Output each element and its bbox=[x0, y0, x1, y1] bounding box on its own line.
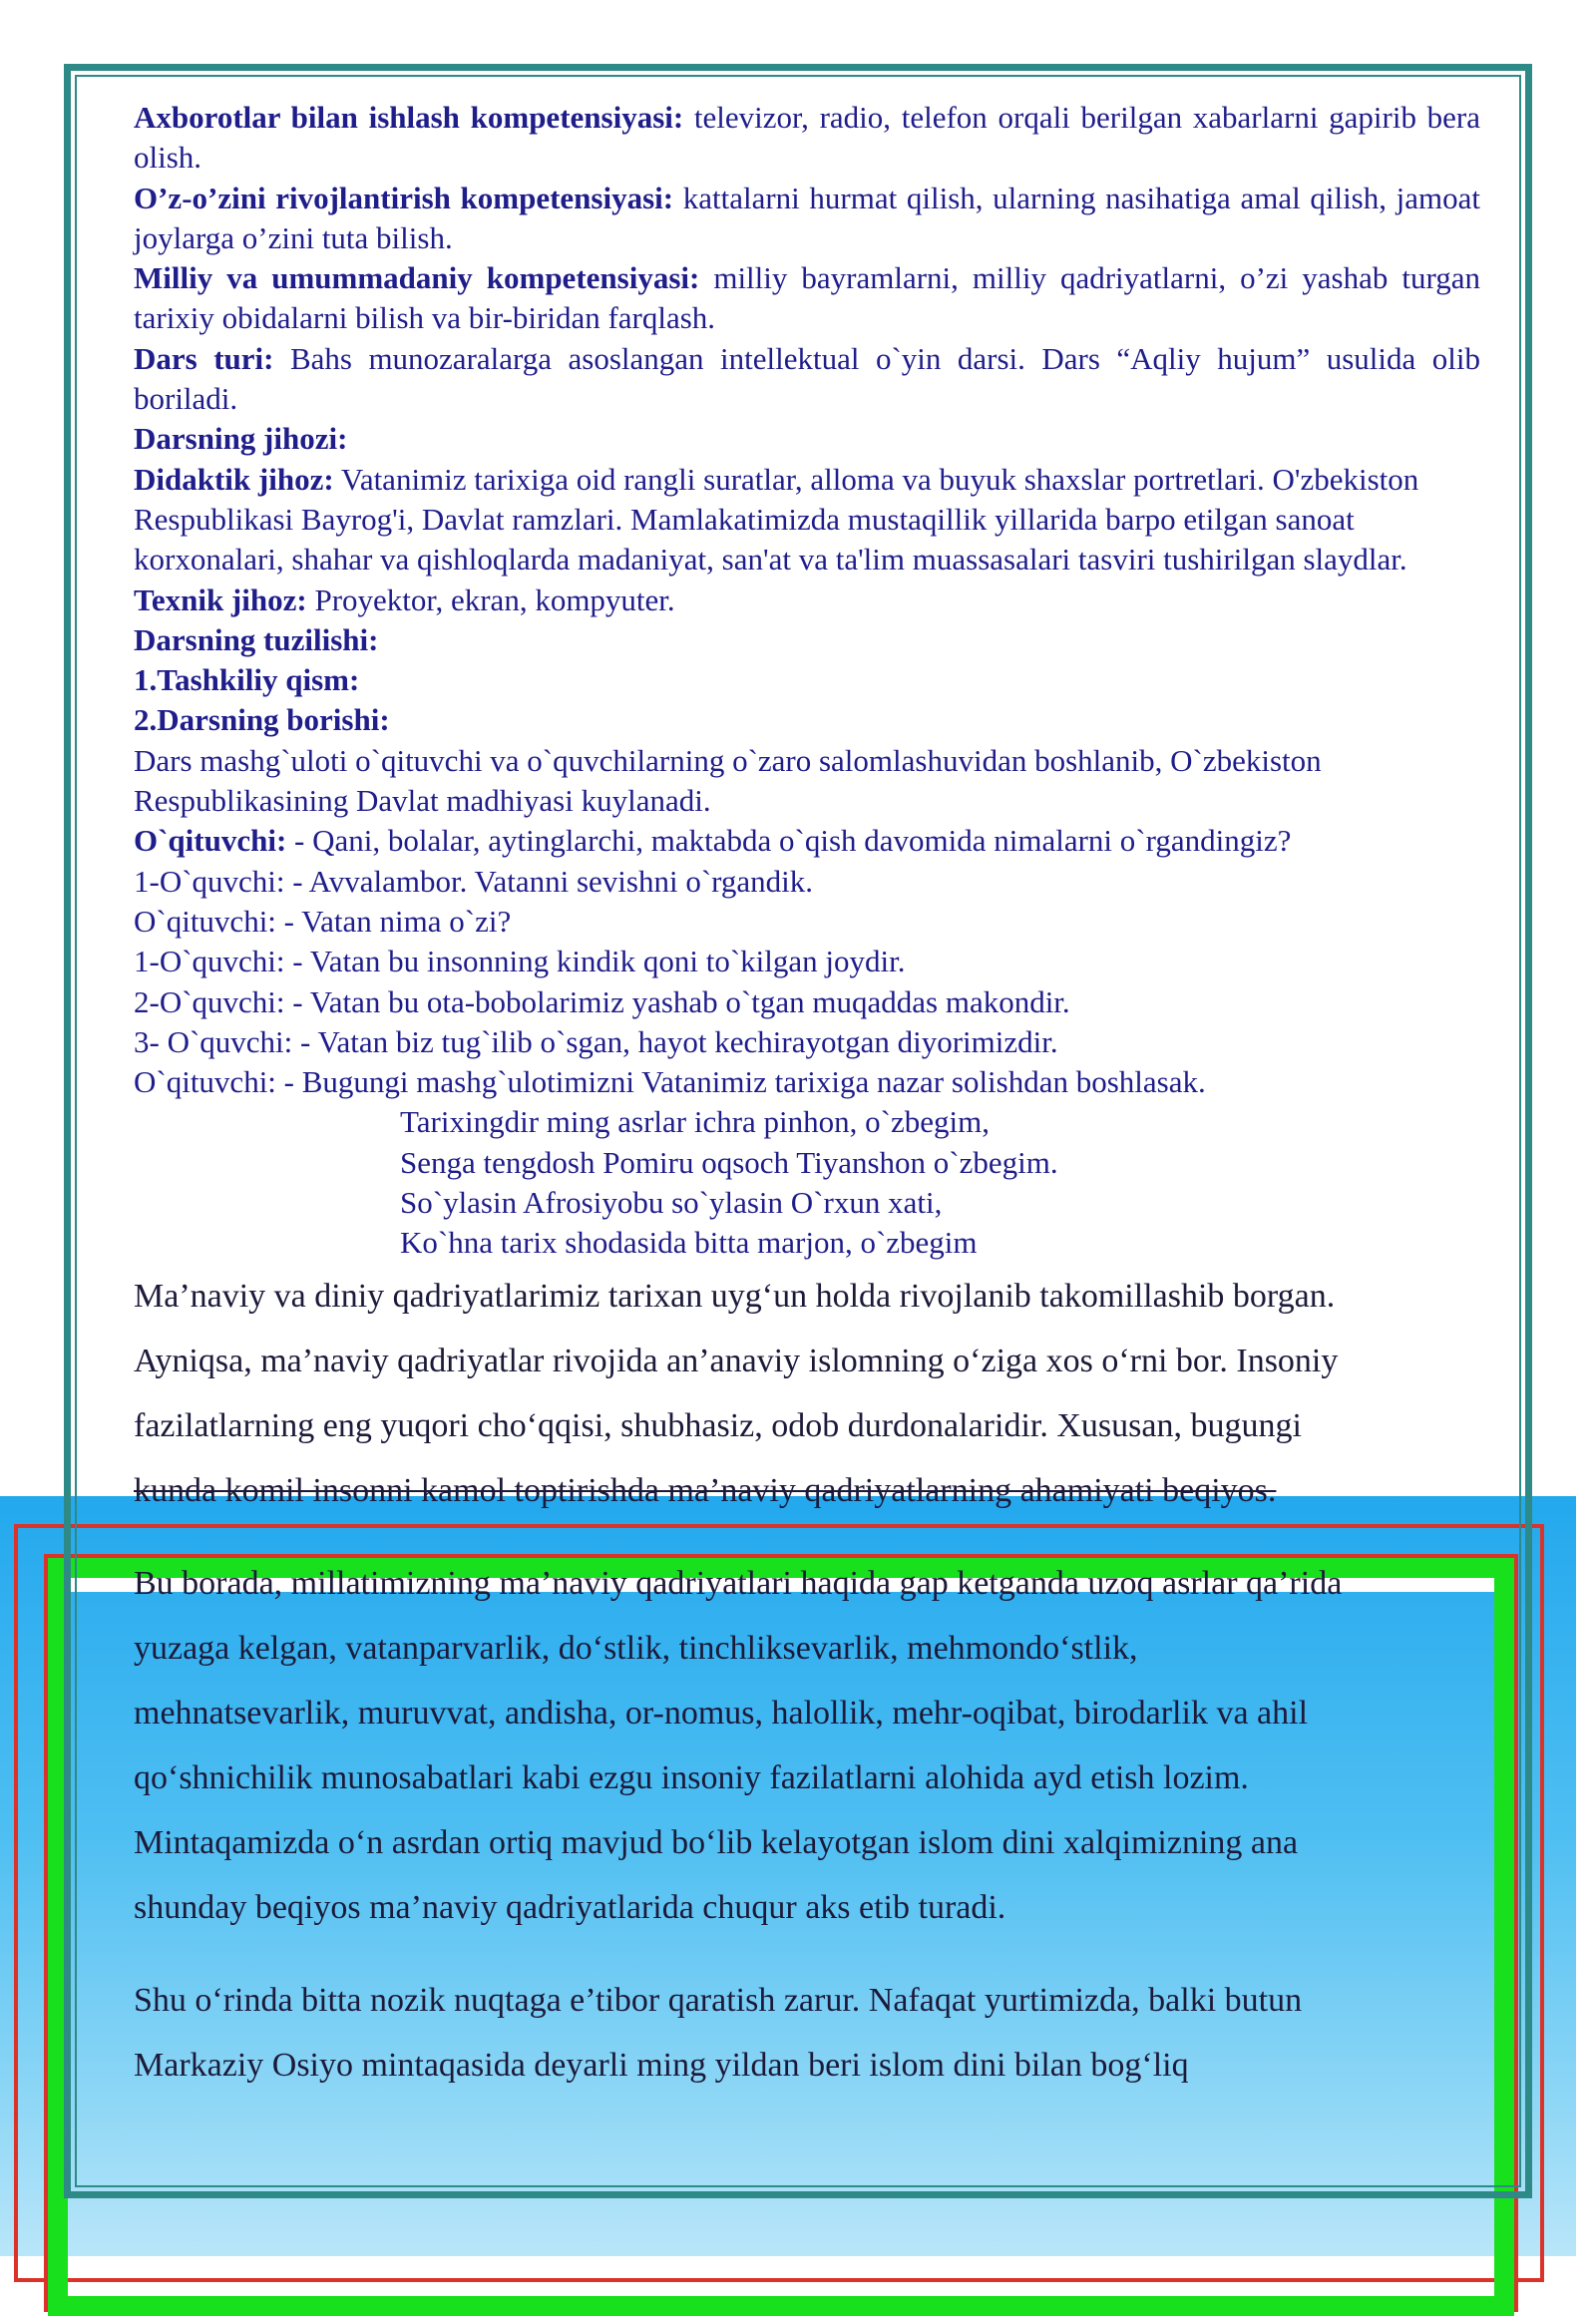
prose-line: kunda komil insonni kamol toptirishda ma’naviy qadriyatlarning ahamiyati beqiyos. bbox=[134, 1471, 1277, 1509]
prose-paragraph-3 bbox=[134, 1968, 1480, 2098]
competence-text: kattalarni hurmat qilish, ularning nasihatiga amal qilish, jamoat joylarga o’zini tuta bilish. bbox=[134, 180, 1480, 255]
prose-line: Ayniqsa, ma’naviy qadriyatlar rivojida an’anaviy islomning o‘ziga xos o‘rni bor. Insoniy bbox=[134, 1342, 1339, 1379]
dialogue-line: 1-O`quvchi: - Vatan bu insonning kindik qoni to`kilgan joydir. bbox=[134, 944, 906, 979]
prose-line: yuzaga kelgan, vatanparvarlik, do‘stlik, tinchliksevarlik, mehmondo‘stlik, bbox=[134, 1629, 1138, 1667]
competence-national bbox=[134, 258, 1480, 339]
poem-line: Ko`hna tarix shodasida bitta marjon, o`zbegim bbox=[400, 1225, 978, 1261]
lesson-type-text: Bahs munozaralarga asoslangan intellektual o`yin darsi. Dars “Aqliy hujum” usulida olib boriladi. bbox=[134, 340, 1480, 417]
speaker-label: O`qituvchi: bbox=[134, 823, 287, 859]
prose-line: Bu borada, millatimizning ma’naviy qadriyatlari haqida gap ketganda uzoq asrlar qa’rida bbox=[134, 1564, 1343, 1602]
structure-heading: Darsning tuzilishi: bbox=[134, 621, 379, 657]
poem bbox=[400, 1102, 1480, 1263]
prose-paragraph-2 bbox=[134, 1551, 1480, 1940]
prose-line: Ma’naviy va diniy qadriyatlarimiz tarixan uyg‘un holda rivojlanib takomillashib borgan. bbox=[134, 1277, 1336, 1315]
equipment-heading: Darsning jihozi: bbox=[134, 421, 348, 457]
dialogue-line: 2-O`quvchi: - Vatan bu ota-bobolarimiz yashab o`tgan muqaddas makondir. bbox=[134, 983, 1070, 1019]
prose-line: mehnatsevarlik, muruvvat, andisha, or-nomus, halollik, mehr-oqibat, birodarlik va ahil bbox=[134, 1694, 1309, 1732]
competence-label: O’z-o’zini rivojlantirish kompetensiyasi: bbox=[134, 180, 674, 215]
didactic-text: Vatanimiz tarixiga oid rangli suratlar, alloma va buyuk shaxslar portretlari. O'zbekiston Respublikasi Bayrog'i, Davlat ramzlari. Mamlakatimizda mustaqillik yillarida barpo etilgan sanoat korxonalari, shahar va qishloqlarda madaniyat, san'at va ta'lim muassasalari tasviri tushirilgan slaydlar. bbox=[134, 461, 1419, 578]
step-lesson-course: 2.Darsning borishi: bbox=[134, 702, 390, 738]
prose-line: Shu o‘rinda bitta nozik nuqtaga e’tibor qaratish zarur. Nafaqat yurtimizda, balki butun bbox=[134, 1981, 1303, 2019]
technical-equipment bbox=[134, 580, 1480, 620]
prose-line: Markaziy Osiyo mintaqasida deyarli ming yildan beri islom dini bilan bog‘liq bbox=[134, 2046, 1189, 2084]
dialogue-text: - Qani, bolalar, aytinglarchi, maktabda o`qish davomida nimalarni o`rgandingiz? bbox=[286, 823, 1292, 859]
prose-line: shunday beqiyos ma’naviy qadriyatlarida chuqur aks etib turadi. bbox=[134, 1888, 1006, 1926]
technical-text: Proyektor, ekran, kompyuter. bbox=[306, 581, 675, 617]
dialogue-line bbox=[134, 821, 1480, 861]
prose-line: qo‘shnichilik munosabatlari kabi ezgu insoniy fazilatlarni alohida ayd etish lozim. bbox=[134, 1758, 1249, 1796]
prose-line: Mintaqamizda o‘n asrdan ortiq mavjud bo‘lib kelayotgan islom dini xalqimizning ana bbox=[134, 1823, 1299, 1861]
poem-line: Senga tengdosh Pomiru oqsoch Tiyanshon o`zbegim. bbox=[400, 1144, 1058, 1180]
dialogue-line: 3- O`quvchi: - Vatan biz tug`ilib o`sgan, hayot kechirayotgan diyorimizdir. bbox=[134, 1023, 1058, 1059]
lesson-type-label: Dars turi: bbox=[134, 340, 274, 376]
prose-paragraph-1 bbox=[134, 1264, 1480, 1523]
competence-label: Axborotlar bilan ishlash kompetensiyasi: bbox=[134, 100, 684, 135]
prose-line: fazilatlarning eng yuqori cho‘qqisi, shubhasiz, odob durdonalaridir. Xususan, bugungi bbox=[134, 1406, 1302, 1444]
didactic-label: Didaktik jihoz: bbox=[134, 461, 334, 497]
competence-label: Milliy va umummadaniy kompetensiyasi: bbox=[134, 260, 700, 296]
competence-info bbox=[134, 98, 1480, 179]
competence-text: milliy bayramlarni, milliy qadriyatlarni, o’zi yashab turgan tarixiy obidalarni bilish va bir-biridan farqlash. bbox=[134, 260, 1480, 336]
lesson-intro: Dars mashg`uloti o`qituvchi va o`quvchilarning o`zaro salomlashuvidan boshlanib, O`zbekiston Respublikasining Davlat madhiyasi kuylanadi. bbox=[134, 742, 1322, 819]
poem-line: So`ylasin Afrosiyobu so`ylasin O`rxun xati, bbox=[400, 1185, 943, 1221]
dialogue-line: O`qituvchi: - Vatan nima o`zi? bbox=[134, 903, 512, 939]
lesson-type bbox=[134, 339, 1480, 420]
competence-text: televizor, radio, telefon orqali berilgan xabarlarni gapirib bera olish. bbox=[134, 100, 1480, 176]
competence-self bbox=[134, 179, 1480, 259]
lesson-plan-block bbox=[134, 98, 1480, 1264]
dialogue-line: 1-O`quvchi: - Avvalambor. Vatanni sevishni o`rgandik. bbox=[134, 863, 814, 899]
poem-line: Tarixingdir ming asrlar ichra pinhon, o`zbegim, bbox=[400, 1104, 990, 1140]
step-organizational: 1.Tashkiliy qism: bbox=[134, 662, 360, 698]
didactic-equipment bbox=[134, 460, 1480, 580]
document-content bbox=[134, 98, 1480, 2098]
technical-label: Texnik jihoz: bbox=[134, 581, 307, 617]
dialogue-line: O`qituvchi: - Bugungi mashg`ulotimizni Vatanimiz tarixiga nazar solishdan boshlasak. bbox=[134, 1064, 1206, 1100]
